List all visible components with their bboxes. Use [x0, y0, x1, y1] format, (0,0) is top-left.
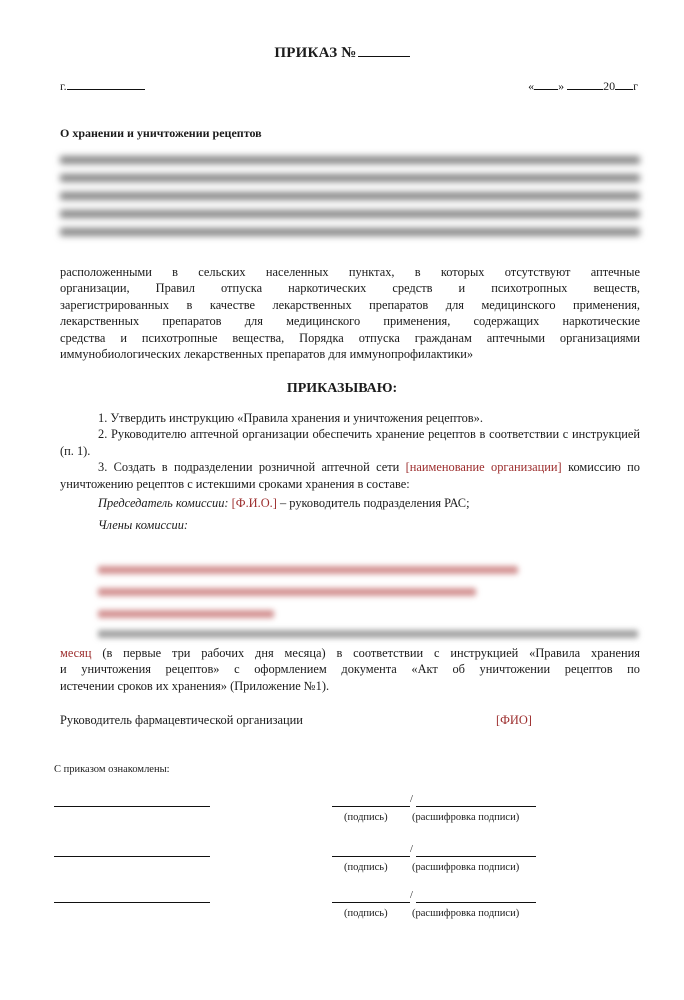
preamble-line: расположенными в сельских населенных пунктах, в которых отсутствуют аптечные	[60, 265, 640, 279]
slash: /	[410, 794, 413, 805]
decoding-line	[416, 902, 536, 903]
preamble-line: организации, Правил отпуска наркотических средств и психотропных веществ,	[60, 281, 640, 296]
preamble-line: лекарственных препаратов для медицинского применения, содержащих наркотические	[60, 314, 640, 329]
order-number-blank	[358, 42, 410, 57]
item4-line1-text: (в первые три рабочих дня месяца) в соответствии с инструкцией «Правила хранения	[102, 646, 640, 660]
chair-label: Председатель комиссии:	[98, 496, 229, 511]
item4-line-2: и уничтожения рецептов» с оформлением документа «Акт об уничтожении рецептов по	[60, 662, 640, 677]
signature-caption: (подпись)	[344, 862, 388, 873]
blurred-preamble	[60, 156, 640, 246]
decoding-line	[416, 856, 536, 857]
item4-line-1	[60, 645, 640, 661]
order-heading: ПРИКАЗЫВАЮ:	[286, 381, 398, 396]
document-title	[0, 42, 684, 62]
decoding-line	[416, 806, 536, 807]
signature-caption: (подпись)	[344, 812, 388, 823]
decoding-caption: (расшифровка подписи)	[412, 908, 520, 919]
day-blank	[534, 78, 558, 90]
employee-name-line	[54, 902, 210, 903]
slash: /	[410, 890, 413, 901]
commission-chair	[60, 495, 640, 511]
date-line	[528, 78, 638, 94]
date-quote-close: »	[558, 79, 565, 93]
signature-line	[332, 902, 410, 903]
blurred-item-4-start	[98, 630, 638, 638]
order-items	[60, 410, 640, 534]
city-prefix: г.	[60, 79, 67, 93]
decoding-caption: (расшифровка подписи)	[412, 812, 520, 823]
month-blank	[567, 78, 603, 90]
order-item-1: 1. Утвердить инструкцию «Правила хранения и уничтожения рецептов».	[98, 411, 483, 425]
year-suffix: г	[633, 79, 638, 93]
item4-line-3: истечении сроков их хранения» (Приложение №1).	[60, 678, 330, 693]
employee-name-line	[54, 856, 210, 857]
head-name-placeholder: [ФИО]	[496, 713, 532, 727]
date-quote-open: «	[528, 79, 535, 93]
order-item-4	[60, 645, 640, 694]
signature-line	[332, 856, 410, 857]
slash: /	[410, 844, 413, 855]
chair-name-placeholder: [Ф.И.О.]	[231, 496, 277, 511]
preamble-paragraph	[60, 264, 640, 362]
order-item-3	[60, 459, 640, 492]
preamble-line: средства и психотропные вещества, Порядка отпуска гражданам аптечными организациями	[60, 330, 640, 345]
city-line	[60, 78, 145, 94]
members-label: Члены комиссии:	[98, 518, 189, 533]
item3-end: комиссию по уничтожению рецептов с истекшими сроками хранения в составе:	[60, 460, 640, 491]
head-signature-label: Руководитель фармацевтической организации	[60, 713, 303, 727]
acquainted-label: С приказом ознакомлены:	[54, 764, 170, 775]
title-text: ПРИКАЗ №	[274, 45, 357, 61]
year-blank	[615, 78, 633, 90]
blurred-members-list	[98, 566, 518, 632]
period-placeholder: месяц	[60, 646, 92, 660]
preamble-line: иммунобиологических лекарственных препаратов для иммунопрофилактики»	[60, 347, 474, 362]
chair-role: – руководитель подразделения РАС;	[280, 496, 470, 511]
order-item-2: 2. Руководителю аптечной организации обеспечить хранение рецептов в соответствии с инструкцией (п. 1).	[60, 427, 640, 458]
organization-placeholder: [наименование организации]	[405, 460, 562, 475]
city-blank	[67, 78, 145, 90]
item3-start: 3. Создать в подразделении розничной аптечной сети	[98, 460, 400, 475]
signature-line	[332, 806, 410, 807]
signature-caption: (подпись)	[344, 908, 388, 919]
decoding-caption: (расшифровка подписи)	[412, 862, 520, 873]
preamble-line: зарегистрированных в качестве лекарственных препаратов для медицинского применения,	[60, 297, 640, 312]
document-subject: О хранении и уничтожении рецептов	[60, 126, 262, 140]
year-prefix: 20	[603, 79, 616, 93]
employee-name-line	[54, 806, 210, 807]
